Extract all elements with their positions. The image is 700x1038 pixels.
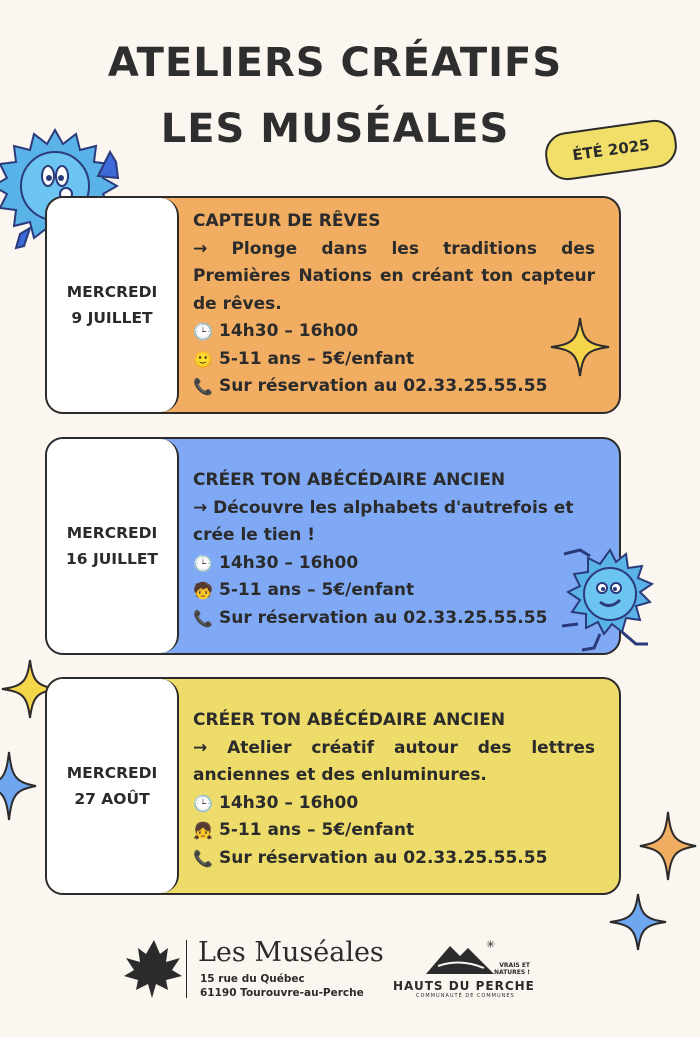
child-icon: 🙂 [193,349,213,369]
page-title-line2: LES MUSÉALES [160,106,510,152]
event-details [179,198,619,412]
event-description: → Découvre les alphabets d'autrefois et crée le tien ! [193,497,574,545]
event-description: → Atelier créatif autour des lettres anciennes et des enluminures. [193,737,595,785]
sparkle-orange-icon [638,810,698,882]
event-date [47,198,179,412]
event-day: MERCREDI [66,524,158,542]
event-card-1 [45,196,621,414]
sun-mascot-icon [560,544,660,654]
page-title-line1: ATELIERS CRÉATIFS [107,40,563,86]
partner-tagline-line1: VRAIS ET [499,962,531,969]
event-details [179,439,619,653]
phone-icon: 📞 [193,848,213,868]
mountain-logo-icon [424,938,500,978]
event-booking: Sur réservation au 02.33.25.55.55 [219,376,548,396]
event-day: MERCREDI [66,764,158,782]
partner-name: HAUTS DU PERCHE [393,979,535,993]
event-age: 5-11 ans – 5€/enfant [219,580,415,600]
logo-divider [186,940,187,998]
event-day: MERCREDI [66,283,158,301]
museum-name: Les Muséales [198,937,384,968]
event-name: CAPTEUR DE RÊVES [193,211,381,231]
event-date-text: 27 AOÛT [74,790,150,808]
partner-tagline [494,962,530,976]
event-date-text: 9 JUILLET [71,309,153,327]
event-booking: Sur réservation au 02.33.25.55.55 [219,607,548,628]
partner-tagline-line2: NATURES ! [494,969,531,976]
address-line1: 15 rue du Québec [200,973,305,985]
sparkle-blue-icon [0,750,38,822]
maple-leaf-logo-icon [122,938,184,1000]
event-description: → Plonge dans les traditions des Premières Nations en créant ton capteur de rêves. [193,238,595,314]
clock-icon: 🕒 [193,793,213,813]
event-card-3 [45,677,621,895]
event-time: 14h30 – 16h00 [219,792,359,813]
child-icon: 👧 [193,821,213,840]
event-age: 5-11 ans – 5€/enfant [219,820,415,840]
season-badge: ÉTÉ 2025 [542,117,679,183]
event-date [47,439,179,653]
address-line2: 61190 Tourouvre-au-Perche [200,987,364,999]
event-card-2 [45,437,621,655]
clock-icon: 🕒 [193,322,213,341]
event-time: 14h30 – 16h00 [219,321,359,341]
partner-subtitle: COMMUNAUTÉ DE COMMUNES [416,993,515,999]
event-details [179,679,619,893]
svg-text:✳: ✳ [486,938,496,951]
sparkle-blue-icon [608,892,668,952]
event-date [47,679,179,893]
event-age: 5-11 ans – 5€/enfant [219,348,415,369]
event-date-text: 16 JUILLET [65,550,158,568]
event-time: 14h30 – 16h00 [219,552,359,573]
clock-icon: 🕒 [193,553,213,573]
event-name: CRÉER TON ABÉCÉDAIRE ANCIEN [193,470,506,490]
child-icon: 🧒 [193,581,213,600]
sparkle-yellow-icon [549,316,611,378]
museum-address [200,972,364,1000]
phone-icon: 📞 [193,377,213,396]
event-name: CRÉER TON ABÉCÉDAIRE ANCIEN [193,710,506,730]
event-booking: Sur réservation au 02.33.25.55.55 [219,847,548,868]
phone-icon: 📞 [193,608,213,628]
